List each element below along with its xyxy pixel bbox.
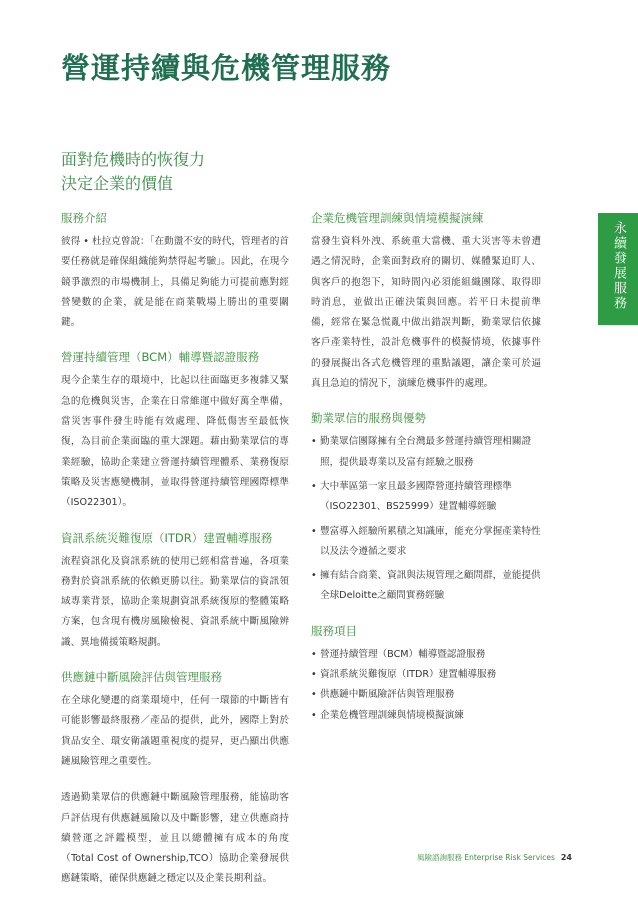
section-supply-chain-detail (61, 788, 289, 889)
side-tab (598, 213, 638, 325)
page-number: 24 (560, 853, 572, 862)
tagline-line-2: 決定企業的價值 (61, 174, 174, 193)
section-heading: 營運持續管理（BCM）輔導暨認證服務 (61, 350, 260, 365)
section-service-intro (61, 210, 289, 333)
tagline (61, 148, 361, 196)
list-item: • 供應鏈中斷風險評估與管理服務 (311, 685, 541, 705)
footer-label: 風險諮詢服務 Enterprise Risk Services (416, 853, 555, 862)
right-column (311, 210, 541, 742)
section-heading: 供應鏈中斷風險評估與管理服務 (61, 670, 222, 685)
advantages-list (311, 432, 541, 606)
list-item: • 營運持續管理（BCM）輔導暨認證服務 (311, 645, 541, 665)
side-tab-label: 永續發展服務 (611, 221, 626, 311)
section-supply-chain (61, 669, 289, 772)
section-body: 流程資訊化及資訊系統的使用已經相當普遍，各項業務對於資訊系統的依賴更勝以往。勤業眾信的資訊領域專業背景，協助企業規劃資訊系統復原的整體策略方案，包含現有機房風險檢視、資訊系統中斷風險辨識、異地備援策略規劃。 (61, 555, 289, 648)
section-bcm (61, 349, 289, 513)
section-body: 彼得 • 杜拉克曾說：「在動盪不安的時代，管理者的首要任務就是確保組織能夠禁得起考驗」。因此，在現今競爭激烈的市場機制上，具備足夠能力可提前應對經營變數的企業，就是能在商業戰場上勝出的重要關鍵。 (61, 236, 289, 329)
list-item: • 大中華區第一家且最多國際營運持續管理標準（ISO22301、BS25999）建置輔導經驗 (311, 477, 541, 518)
services-list (311, 645, 541, 726)
list-item: • 擁有結合商業、資訊與法規管理之顧問群，並能提供全球Deloitte之顧問實務經驗 (311, 566, 541, 607)
section-heading: 勤業眾信的服務與優勢 (311, 411, 426, 426)
list-item: • 企業危機管理訓練與情境模擬演練 (311, 706, 541, 726)
section-crisis-training (311, 210, 541, 394)
left-column (61, 210, 289, 906)
section-body: 在全球化變遷的商業環境中，任何一環節的中斷皆有可能影響最終服務／產品的提供，此外，國際上對於貨品安全、環安衛議題重視度的提昇，更凸顯出供應鏈風險管理之重要性。 (61, 695, 289, 767)
page-footer (417, 852, 572, 863)
page-title: 營運持續與危機管理服務 (61, 51, 392, 85)
section-heading: 服務介紹 (61, 211, 107, 225)
section-body: 當發生資料外洩、系統重大當機、重大災害等未曾遭遇之情況時，企業面對政府的關切、媒體緊迫盯人、與客戶的抱怨下，知時間內必須能組織團隊、取得即時消息，並做出正確決策與回應。若平日未提前準備，經常在緊急慌亂中做出錯誤判斷，勤業眾信依據客戶產業特性，設計危機事件的模擬情境，依據事件的發展擬出各式危機管理的重點議題，讓企業可於逼真且急迫的情況下，演練危機事件的處理。 (311, 236, 541, 390)
section-heading: 資訊系統災難復原（ITDR）建置輔導服務 (61, 530, 273, 545)
section-services (311, 623, 541, 726)
section-body: 透過勤業眾信的供應鏈中斷風險管理服務，能協助客戶評估現有供應鏈風險以及中斷影響，建立供應商持續營運之評鑑模型，並且以總體擁有成本的角度（Total Cost of Ownership,TCO）協助企業發展供應鏈策略，確保供應鏈之穩定以及企業長期利益。 (61, 792, 289, 885)
section-heading: 服務項目 (311, 623, 357, 638)
section-heading: 企業危機管理訓練與情境模擬演練 (311, 211, 484, 225)
tagline-line-1: 面對危機時的恢復力 (61, 150, 206, 169)
list-item: • 豐富導入經驗所累積之知識庫，能充分掌握產業特性以及法令遵循之要求 (311, 522, 541, 563)
section-advantages (311, 410, 541, 606)
list-item: • 勤業眾信團隊擁有全台灣最多營運持續管理相關證照，提供最專業以及富有經驗之服務 (311, 432, 541, 473)
section-body: 現今企業生存的環境中，比起以往面臨更多複雜又緊急的危機與災害，企業在日常維運中做好萬全準備，當災害事件發生時能有效處理、降低傷害至最低恢復，為目前企業面臨的重大課題。藉由勤業眾信的專業經驗，協助企業建立營運持續管理體系、業務復原策略及災害應變機制，並取得營運持續管理國際標準（ISO22301）。 (61, 375, 289, 509)
section-itdr (61, 530, 289, 653)
list-item: • 資訊系統災難復原（ITDR）建置輔導服務 (311, 665, 541, 685)
